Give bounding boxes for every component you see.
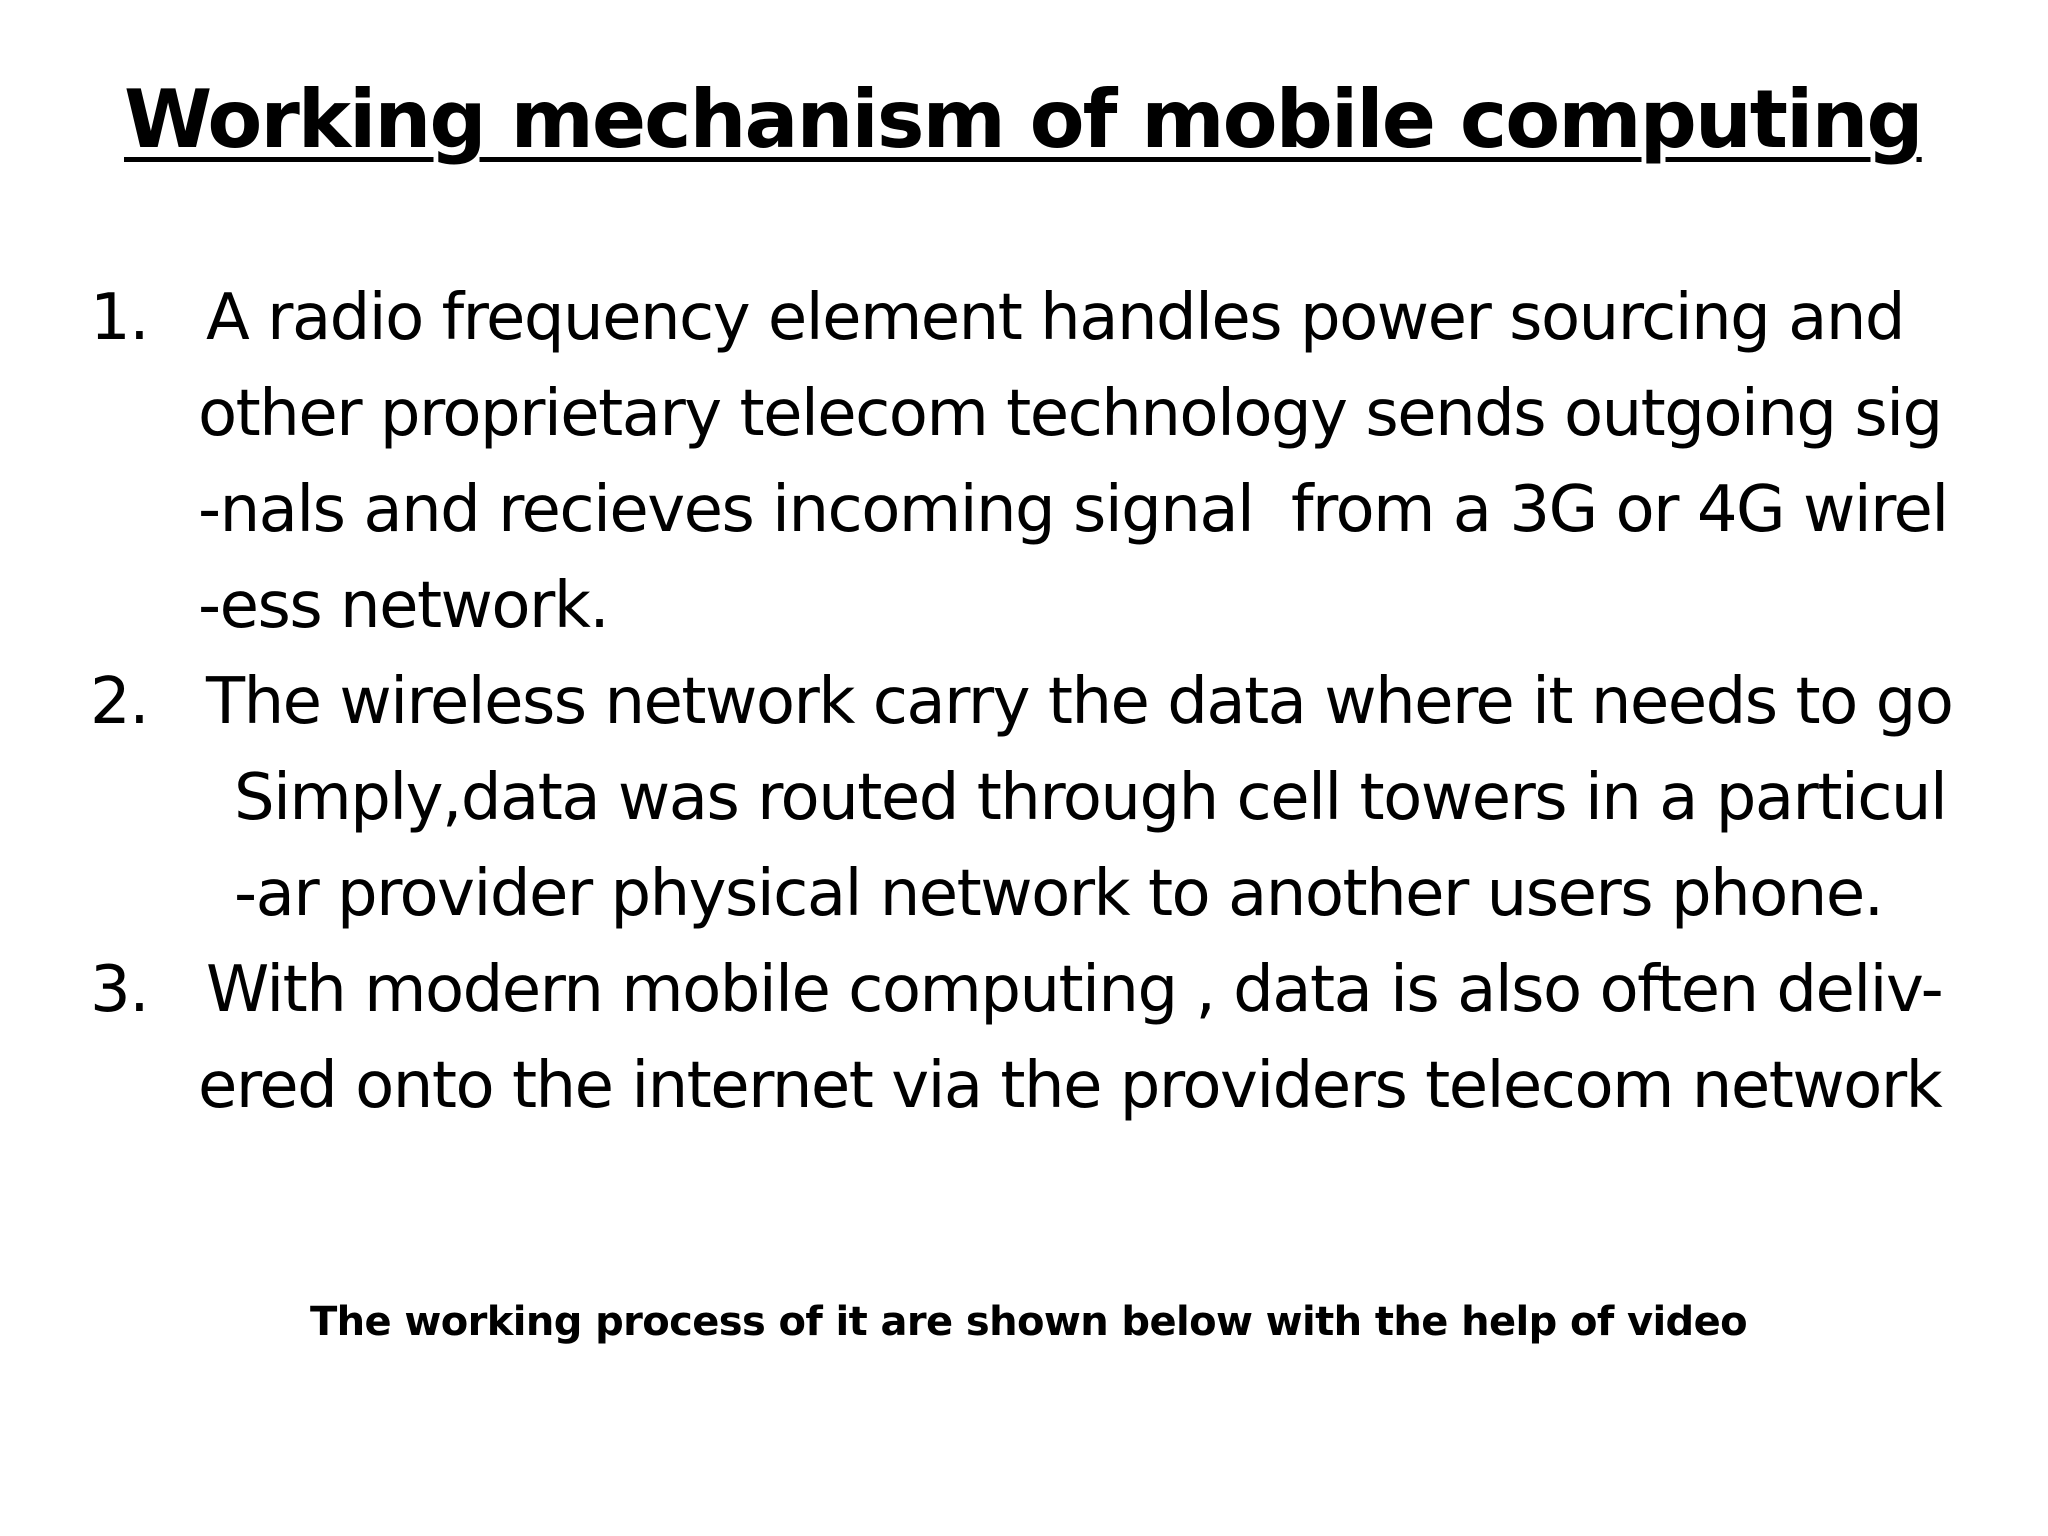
list-item-line: With modern mobile computing , data is also often deliv-	[206, 953, 1943, 1027]
list-item-line: A radio frequency element handles power sourcing and	[206, 281, 1904, 355]
list-item-line: The wireless network carry the data where it needs to go	[206, 665, 1953, 739]
list-item-number: 2.	[90, 665, 149, 739]
list-item-number: 1.	[90, 281, 149, 355]
list-item-line: ered onto the internet via the providers telecom network	[198, 1049, 1942, 1123]
list-item-2	[0, 654, 2048, 942]
list-item-1	[0, 270, 2048, 654]
slide-title: Working mechanism of mobile computing	[124, 73, 1922, 166]
list-item-line: -nals and recieves incoming signal from a 3G or 4G wirel	[198, 473, 1948, 547]
list-item-3	[0, 942, 2048, 1134]
list-item-line: other proprietary telecom technology sends outgoing sig	[198, 377, 1942, 451]
numbered-list	[0, 270, 2048, 1134]
list-item-line: -ar provider physical network to another users phone.	[234, 857, 1883, 931]
list-item-number: 3.	[90, 953, 149, 1027]
footer-note: The working process of it are shown below with the help of video	[310, 1299, 1747, 1345]
list-item-line: Simply,data was routed through cell towers in a particul	[234, 761, 1947, 835]
list-item-line: -ess network.	[198, 569, 609, 643]
